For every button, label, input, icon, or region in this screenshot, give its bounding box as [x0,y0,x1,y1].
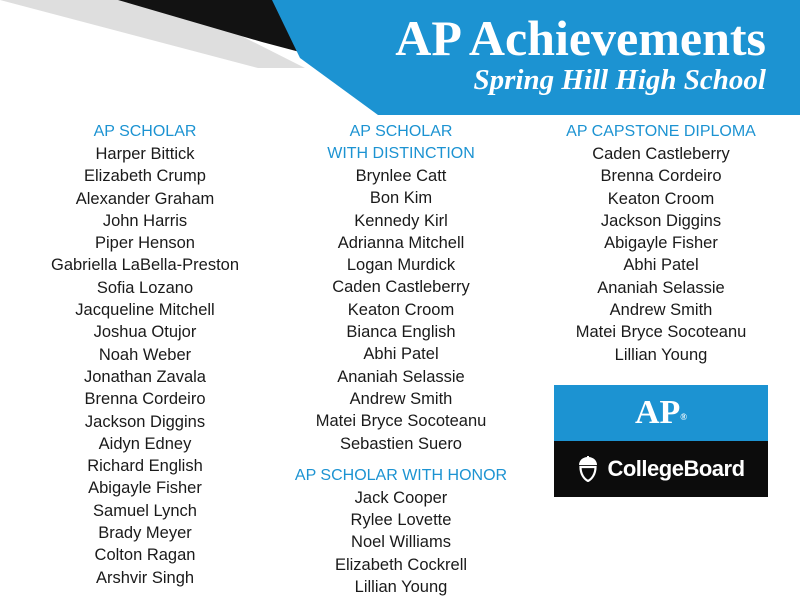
student-name: Harper Bittick [95,145,195,163]
student-name: Jacqueline Mitchell [75,301,215,320]
student-name: Jackson Diggins [84,412,206,431]
student-name: Ananiah Selassie [337,367,465,386]
student-name: Elizabeth Cockrell [334,555,468,574]
section-heading-line: WITH DISTINCTION [327,145,475,162]
student-name: Keaton Croom [607,189,715,208]
section-heading-line: AP CAPSTONE DIPLOMA [566,123,756,140]
student-name: Jackson Diggins [600,211,722,230]
student-name: Kennedy Kirl [354,211,448,230]
ap-logo-text: AP® [634,394,688,431]
student-name: Logan Murdick [346,256,456,275]
student-name: Lillian Young [354,578,448,597]
student-name: Abigayle Fisher [604,234,718,253]
section-heading-line: AP SCHOLAR [349,123,453,140]
student-name: Bon Kim [369,189,433,208]
student-name: Brenna Cordeiro [600,167,722,186]
student-name: Adrianna Mitchell [337,233,465,252]
ap-scholar-distinction-column [270,121,532,598]
student-name: Arshvir Singh [95,568,195,587]
student-name: Caden Castleberry [592,145,730,163]
registered-mark: ® [680,412,688,422]
student-name: Aidyn Edney [98,434,192,453]
collegeboard-text: CollegeBoard [607,456,745,481]
acorn-icon [577,456,599,482]
section-heading-line: AP SCHOLAR WITH HONOR [294,466,508,484]
ap-collegeboard-logo [554,385,768,497]
ap-scholar-distinction-heading [270,121,532,165]
student-name: Bianca English [346,323,456,342]
student-name: Andrew Smith [609,301,713,320]
student-name: Jonathan Zavala [83,367,206,386]
ap-scholar-honor-list [270,487,532,598]
student-name: Sebastien Suero [339,434,462,453]
ap-capstone-column [530,121,792,366]
student-name: Brenna Cordeiro [84,390,206,409]
student-name: Abhi Patel [623,256,699,275]
ap-scholar-honor-heading [270,465,532,487]
student-name: Ananiah Selassie [597,278,725,297]
student-name: Sofia Lozano [96,278,194,297]
student-name: Richard English [87,457,203,476]
student-name: John Harris [102,211,188,230]
student-name: Andrew Smith [349,389,453,408]
student-name: Keaton Croom [347,300,455,319]
ap-scholar-column [14,121,276,589]
student-name: Joshua Otujor [93,323,197,342]
ap-scholar-distinction-list [270,165,532,455]
ap-logo-block [554,385,768,441]
student-name: Noel Williams [351,533,451,552]
ap-scholar-heading [14,121,276,143]
ap-capstone-heading [530,121,792,143]
student-name: Brady Meyer [98,524,192,543]
section-heading-line: AP SCHOLAR [93,123,197,140]
student-name: Colton Ragan [94,546,196,565]
student-name: Alexander Graham [75,189,215,208]
student-name: Caden Castleberry [332,278,470,297]
student-name: Abigayle Fisher [88,479,202,498]
ap-capstone-list [530,143,792,366]
student-name: Matei Bryce Socoteanu [315,412,487,431]
student-name: Elizabeth Crump [84,167,206,186]
student-name: Matei Bryce Socoteanu [575,323,747,342]
student-name: Samuel Lynch [93,501,197,520]
student-name: Abhi Patel [363,345,439,364]
page-title: AP Achievements [395,10,766,66]
student-name: Piper Henson [95,234,195,253]
collegeboard-logo-block [554,441,768,497]
student-name: Noah Weber [98,345,192,364]
student-name: Gabriella LaBella-Preston [50,256,240,275]
ap-scholar-list [14,143,276,589]
student-name: Jack Cooper [354,488,448,507]
student-name: Lillian Young [614,345,708,364]
student-name: Brynlee Catt [355,167,447,185]
student-name: Rylee Lovette [350,511,452,530]
school-name: Spring Hill High School [473,64,766,96]
